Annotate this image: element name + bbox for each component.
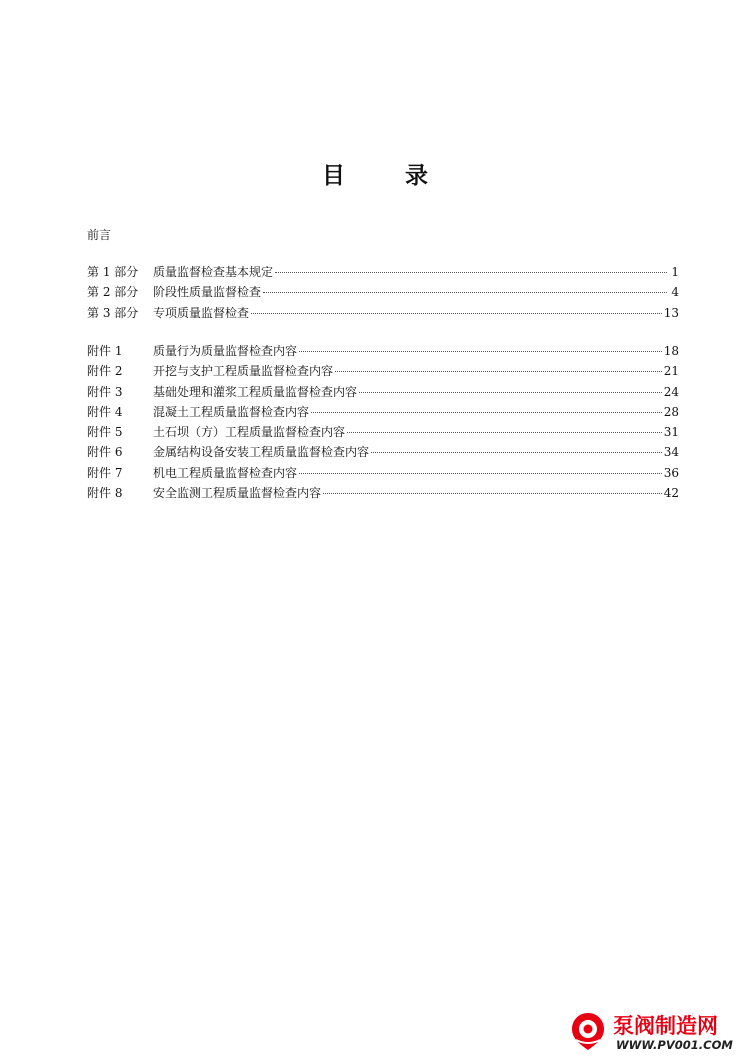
pump-valve-logo-icon	[567, 1010, 609, 1052]
toc-entry-number: 附件 6	[87, 445, 123, 460]
toc-leader-dots	[299, 351, 662, 352]
toc-entry-title: 开挖与支护工程质量监督检查内容	[153, 364, 334, 379]
toc-entry-title: 专项质量监督检查	[153, 305, 250, 320]
toc-foreword: 前言	[87, 228, 112, 242]
toc-leader-dots	[251, 313, 662, 314]
toc-entry-title: 机电工程质量监督检查内容	[153, 465, 298, 480]
toc-entry-number: 附件 4	[87, 404, 123, 419]
page-title-char-2: 录	[405, 163, 428, 189]
toc-entry[interactable]	[87, 422, 679, 442]
toc-entry-page: 36	[663, 465, 679, 480]
toc-entry[interactable]	[87, 282, 679, 302]
toc-entry-title: 安全监测工程质量监督检查内容	[153, 486, 322, 501]
page-title	[0, 157, 750, 190]
watermark	[567, 1010, 747, 1056]
toc-entry-title: 金属结构设备安装工程质量监督检查内容	[153, 445, 370, 460]
toc-entry-number: 第 3 部分	[87, 305, 139, 320]
toc-leader-dots	[371, 452, 662, 453]
toc-entry[interactable]	[87, 303, 679, 323]
toc-leader-dots	[275, 272, 667, 273]
toc-entry[interactable]	[87, 382, 679, 402]
toc-entry[interactable]	[87, 361, 679, 381]
toc-entry-number: 第 2 部分	[87, 285, 139, 300]
toc-leader-dots	[299, 473, 662, 474]
toc-entry-number: 附件 3	[87, 384, 123, 399]
toc-entry[interactable]	[87, 442, 679, 462]
toc-leader-dots	[323, 493, 662, 494]
toc-entry-page: 18	[663, 344, 679, 358]
toc-entry-number: 附件 2	[87, 364, 123, 379]
toc-entry[interactable]	[87, 341, 679, 361]
toc-entry-number: 附件 5	[87, 425, 123, 440]
toc-entry-title: 基础处理和灌浆工程质量监督检查内容	[153, 384, 358, 399]
toc-entry-page: 34	[663, 445, 679, 460]
toc-leader-dots	[347, 432, 662, 433]
toc-leader-dots	[359, 392, 662, 393]
page-title-char-1: 目	[322, 163, 345, 189]
toc-entry-title: 土石坝（方）工程质量监督检查内容	[153, 425, 346, 440]
toc-entry-page: 1	[671, 265, 679, 279]
toc-entry-page: 13	[663, 305, 679, 320]
toc-entry-title: 阶段性质量监督检查	[153, 285, 262, 300]
toc-entry-title: 质量监督检查基本规定	[153, 265, 274, 279]
toc-entry-page: 24	[663, 384, 679, 399]
toc-annexes	[87, 341, 679, 503]
toc-entry-title: 质量行为质量监督检查内容	[153, 344, 298, 358]
toc-entry-page: 28	[663, 404, 679, 419]
toc-entry-number: 第 1 部分	[87, 265, 139, 279]
toc-entry[interactable]	[87, 262, 679, 282]
toc-entry[interactable]	[87, 483, 679, 503]
toc-entry-title: 混凝土工程质量监督检查内容	[153, 404, 310, 419]
toc-entry-page: 4	[671, 285, 679, 300]
toc-entry[interactable]	[87, 463, 679, 483]
toc-entry-page: 42	[663, 486, 679, 501]
toc-parts	[87, 262, 679, 323]
toc-entry-number: 附件 8	[87, 486, 123, 501]
toc-entry[interactable]	[87, 402, 679, 422]
toc-leader-dots	[311, 412, 662, 413]
toc-entry-number: 附件 7	[87, 465, 123, 480]
toc-leader-dots	[335, 371, 662, 372]
watermark-url: WWW.PV001.COM	[616, 1038, 733, 1052]
toc-entry-page: 31	[663, 425, 679, 440]
watermark-site-name: 泵阀制造网	[613, 1014, 718, 1038]
toc-entry-number: 附件 1	[87, 344, 123, 358]
toc-entry-page: 21	[663, 364, 679, 379]
toc-leader-dots	[263, 292, 667, 293]
